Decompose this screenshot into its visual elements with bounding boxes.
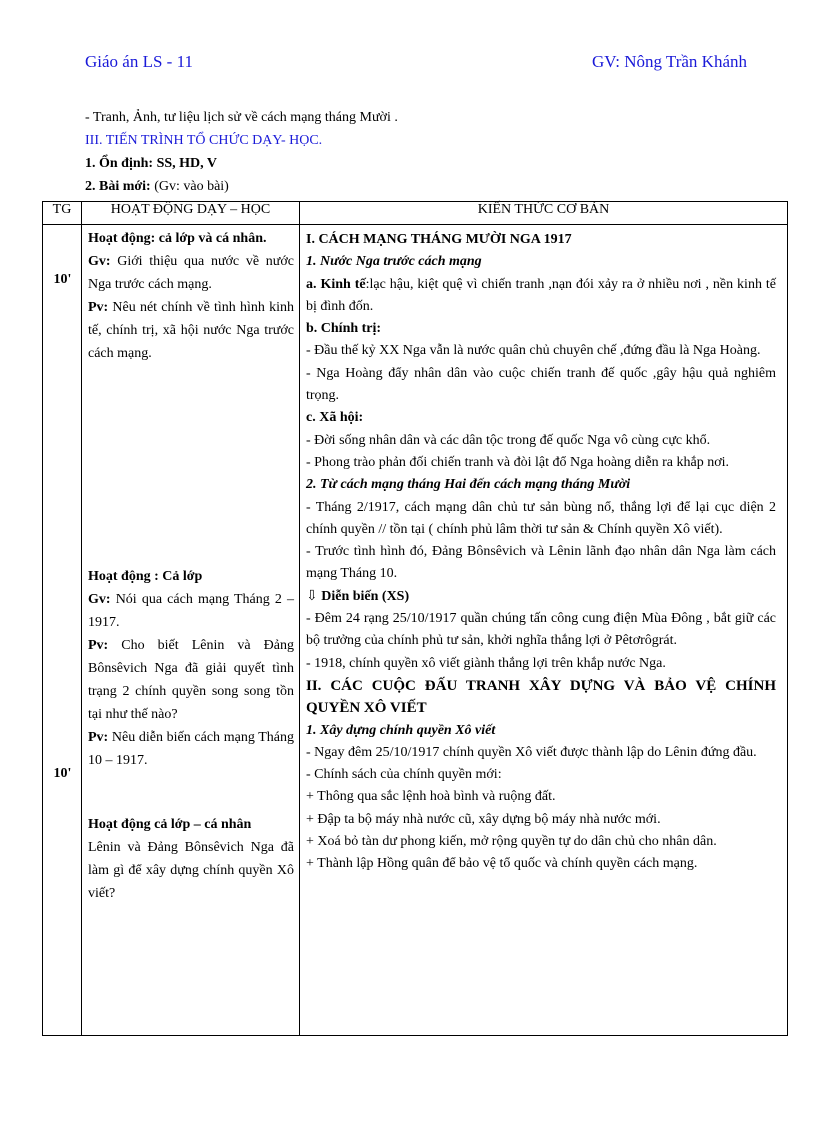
activity-2-title: Hoạt động : Cả lớp bbox=[88, 569, 203, 584]
activity-3-title: Hoạt động cả lớp – cá nhân bbox=[88, 817, 252, 832]
knowledge-subheading-3: 1. Xây dựng chính quyền Xô viết bbox=[306, 722, 496, 738]
knowledge-event-2: - 1918, chính quyền xô viết giành thắng lợi trên khắp nước Nga. bbox=[306, 655, 666, 671]
down-arrow-icon: ⇩ bbox=[306, 588, 318, 604]
intro-section bbox=[85, 106, 765, 198]
knowledge-policy-1: + Thông qua sắc lệnh hoà bình và ruộng đất. bbox=[306, 789, 556, 805]
activity-1-pv-text: Nêu nét chính về tình hình kinh tế, chính trị, xã hội nước Nga trước cách mạng. bbox=[88, 300, 294, 361]
knowledge-content bbox=[306, 225, 776, 876]
activity-2-gv bbox=[88, 588, 294, 634]
time-1: 10' bbox=[53, 272, 72, 287]
header-knowledge: KIẾN THỨC CƠ BẢN bbox=[300, 202, 788, 225]
activity-1-pv bbox=[88, 296, 294, 365]
knowledge-policy-3: + Xoá bỏ tàn dư phong kiến, mở rộng quyền tự do dân chủ cho nhân dân. bbox=[306, 834, 717, 850]
knowledge-soviet-1: - Ngay đêm 25/10/1917 chính quyền Xô viết được thành lập do Lênin đứng đầu. bbox=[306, 744, 757, 760]
knowledge-policy-4: + Thành lập Hồng quân để bảo vệ tổ quốc và chính quyền cách mạng. bbox=[306, 856, 698, 872]
economy-text: :lạc hậu, kiệt quệ vì chiến tranh ,nạn đói xảy ra ở nhiều nơi , nền kinh tế bị đình đốn. bbox=[306, 276, 776, 314]
activity-2-pv1-text: Cho biết Lênin và Đảng Bônsêvich Nga đã giải quyết tình trạng 2 chính quyền song song tồn tại như thế nào? bbox=[88, 638, 294, 722]
activity-block-1 bbox=[88, 227, 294, 365]
knowledge-politics-2: - Nga Hoàng đẩy nhân dân vào cuộc chiến tranh đế quốc ,gây hậu quả nghiêm trọng. bbox=[306, 365, 776, 404]
activities-cell bbox=[82, 225, 300, 1036]
step-2 bbox=[85, 175, 765, 198]
knowledge-society-2: - Phong trào phản đối chiến tranh và đòi lật đổ Nga hoàng diễn ra khắp nơi. bbox=[306, 454, 730, 470]
events-label-text: Diễn biến (XS) bbox=[317, 588, 410, 604]
activity-3-text: Lênin và Đảng Bônsêvich Nga đã làm gì để xây dựng chính quyền Xô viết? bbox=[88, 840, 294, 901]
header-activities: HOẠT ĐỘNG DẠY – HỌC bbox=[82, 202, 300, 225]
knowledge-society-1: - Đời sống nhân dân và các dân tộc trong đế quốc Nga vô cùng cực khổ. bbox=[306, 432, 711, 448]
time-cell bbox=[43, 225, 82, 1036]
step-2-label: 2. Bài mới: bbox=[85, 179, 151, 194]
knowledge-subheading-1: 1. Nước Nga trước cách mạng bbox=[306, 254, 482, 270]
gv-label: Gv: bbox=[88, 254, 111, 269]
pv-label: Pv: bbox=[88, 730, 109, 745]
activity-2-pv2-text: Nêu diễn biến cách mạng Tháng 10 – 1917. bbox=[88, 730, 294, 768]
lesson-table bbox=[42, 201, 788, 1036]
header-lesson-title: Giáo án LS - 11 bbox=[85, 52, 193, 71]
knowledge-feb-revolution: - Tháng 2/1917, cách mạng dân chủ tư sản bùng nổ, thắng lợi để lại cục diện 2 chính quyền // tồn tại ( chính phủ lâm thời tư sản & Chính quyền Xô viết). bbox=[306, 499, 776, 537]
knowledge-events-label bbox=[306, 586, 776, 608]
time-2: 10' bbox=[53, 766, 72, 781]
knowledge-bolshevik: - Trước tình hình đó, Đảng Bônsêvich và Lênin lãnh đạo nhân dân Nga làm cách mạng Tháng 10. bbox=[306, 544, 776, 582]
section-heading: III. TIẾN TRÌNH TỔ CHỨC DẠY- HỌC. bbox=[85, 133, 323, 148]
table-header-row bbox=[43, 202, 788, 225]
activity-1-gv bbox=[88, 250, 294, 296]
pv-label: Pv: bbox=[88, 300, 109, 315]
knowledge-cell bbox=[300, 225, 788, 1036]
activity-2-pv2 bbox=[88, 726, 294, 772]
activity-2-gv-text: Nói qua cách mạng Tháng 2 – 1917. bbox=[88, 592, 294, 630]
activity-1-gv-text: Giới thiệu qua nước về nước Nga trước cách mạng. bbox=[88, 254, 294, 292]
knowledge-politics-1: - Đầu thế kỷ XX Nga vẫn là nước quân chủ chuyên chế ,đứng đầu là Nga Hoàng. bbox=[306, 343, 761, 359]
knowledge-heading-2: II. CÁC CUỘC ĐẤU TRANH XÂY DỰNG VÀ BẢO VỆ CHÍNH QUYỀN XÔ VIẾT bbox=[306, 677, 776, 717]
economy-label: a. Kinh tế bbox=[306, 276, 366, 292]
header-teacher-name: GV: Nông Trần Khánh bbox=[591, 52, 747, 71]
knowledge-heading-1: I. CÁCH MẠNG THÁNG MƯỜI NGA 1917 bbox=[306, 232, 572, 247]
knowledge-politics-label: b. Chính trị: bbox=[306, 321, 382, 337]
knowledge-event-1: - Đêm 24 rạng 25/10/1917 quần chúng tấn công cung điện Mùa Đông , bắt giữ các bộ trưởng của chính phủ tư sản, khởi nghĩa thắng lợi ở Pêtơrôgrát. bbox=[306, 611, 776, 649]
activity-block-2 bbox=[88, 565, 294, 772]
knowledge-economy bbox=[306, 274, 776, 319]
pv-label: Pv: bbox=[88, 638, 109, 653]
knowledge-subheading-2: 2. Từ cách mạng tháng Hai đến cách mạng tháng Mười bbox=[306, 477, 631, 493]
knowledge-society-label: c. Xã hội: bbox=[306, 410, 364, 426]
table-row bbox=[43, 225, 788, 1036]
header-tg: TG bbox=[43, 202, 82, 225]
activity-1-title: Hoạt động: cả lớp và cá nhân. bbox=[88, 231, 267, 246]
activity-block-3 bbox=[88, 813, 294, 905]
gv-label: Gv: bbox=[88, 592, 111, 607]
activity-2-pv1 bbox=[88, 634, 294, 726]
materials-line: - Tranh, Ảnh, tư liệu lịch sử về cách mạng tháng Mười . bbox=[85, 110, 398, 125]
step-1: 1. Ổn định: SS, HD, V bbox=[85, 156, 218, 171]
knowledge-policy-label: - Chính sách của chính quyền mới: bbox=[306, 767, 502, 783]
knowledge-policy-2: + Đập ta bộ máy nhà nước cũ, xây dựng bộ máy nhà nước mới. bbox=[306, 811, 661, 827]
step-2-note: (Gv: vào bài) bbox=[150, 179, 229, 194]
page-header bbox=[85, 52, 747, 78]
